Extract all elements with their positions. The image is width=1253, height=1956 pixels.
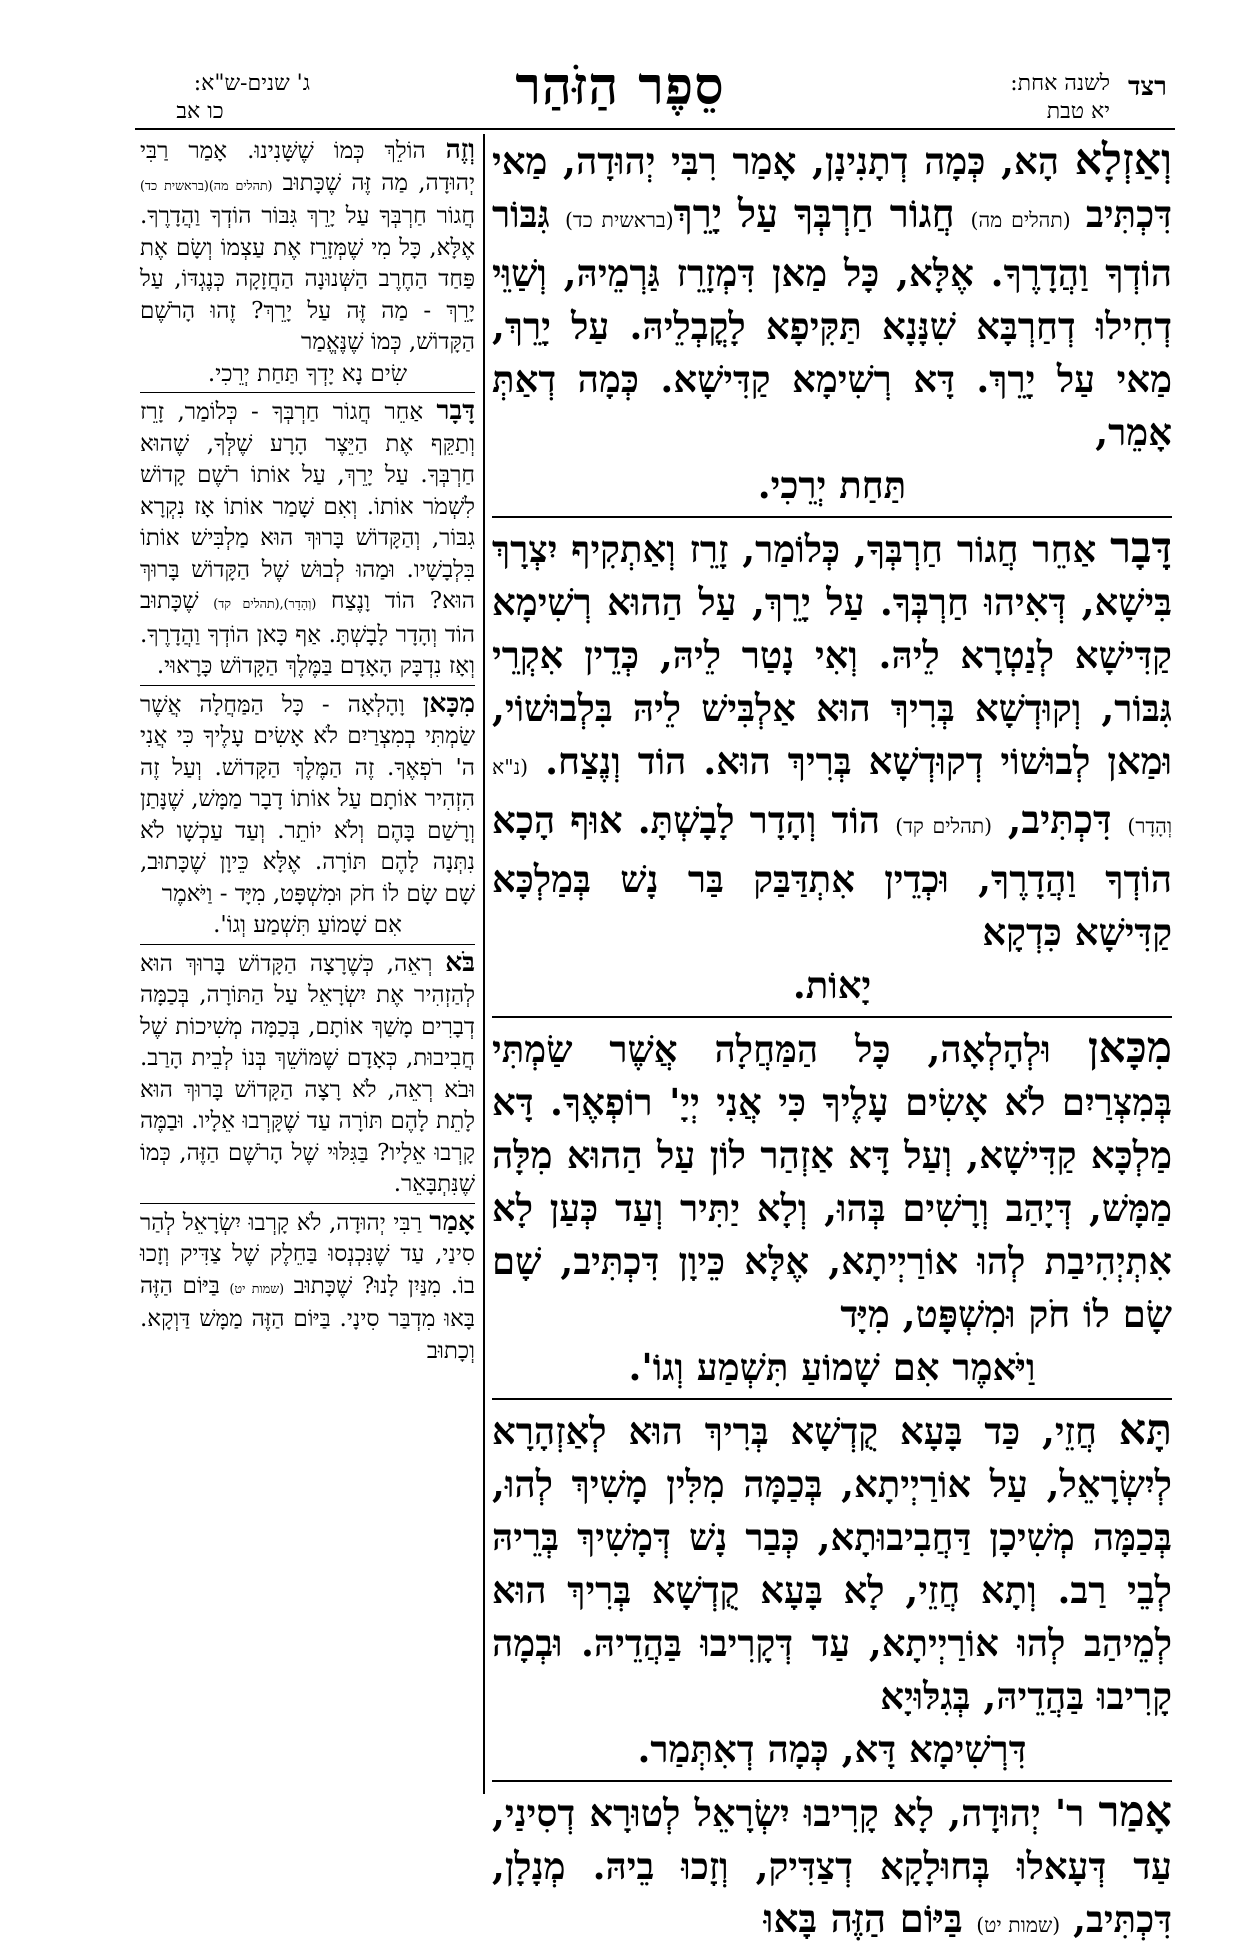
paragraph-text: הוֹד וְהָדָר לָבָשְׁתָּ. אַף כָּאן הוֹדְךָ וַהֲדָרֶךָ. וְאָז נִדְבָּק הָאָדָם בַּמֶּלֶךְ הַקָּדוֹשׁ כָּרָאוּי. bbox=[140, 621, 475, 679]
paragraph-text: רַבִּי יְהוּדָה, לֹא קָרְבוּ יִשְׂרָאֵל לְהַר סִינַי, עַד שֶׁנִּכְנְסוּ בַּחֵלֶק שֶׁל צַדִּיק וְזָכוּ בוֹ. מִנַּיִן לָנוּ? שֶׁכָּתוּב bbox=[140, 1209, 475, 1299]
source-citation: (בראשית כד) bbox=[140, 177, 209, 193]
paragraph-text: וָהָלְאָה - כָּל הַמַּחֲלָה אֲשֶׁר שַׂמְתִּי בְמִצְרַיִם לֹא אָשִׂים עָלֶיךָ כִּי אֲנִי ה' רֹפְאֶךָ. זֶה הַמֶּלֶךְ הַקָּדוֹשׁ. וְעַל זֶה הִזְהִיר אוֹתָם עַל אוֹתוֹ דָבָר מַמָּשׁ, שֶׁנָּתַן וְרָשַׁם בָּהֶם וְלֹא יוֹתֵר. וְעַד עַכְשָׁו לֹא נִתְּנָה לָהֶם תּוֹרָה. אֶלָּא כֵּיוָן שֶׁכָּתוּב, שָׁם שָׂם לוֹ חֹק וּמִשְׁפָּט, מִיָּד - וַיֹּאמֶר bbox=[140, 691, 475, 907]
book-title: סֵפֶר הַזֹּהַר bbox=[515, 56, 725, 117]
paragraph-text: רְאֵה, כְּשֶׁרָצָה הַקָּדוֹשׁ בָּרוּךְ הוּא לְהַזְהִיר אֶת יִשְׂרָאֵל עַל הַתּוֹרָה, בְּכַמָּה דְבָרִים מָשַׁךְ אוֹתָם, בְּכַמָּה מְשִׁיכוֹת שֶׁל חֲבִיבוּת, כְּאָדָם שֶׁמּוֹשֵׁךְ בְּנוֹ לְבֵית הָרַב. וּבֹא רְאֵה, לֹא רָצָה הַקָּדוֹשׁ בָּרוּךְ הוּא לָתֵת לָהֶם תּוֹרָה עַד שֶׁקָּרְבוּ אֵלָיו. וּבַמֶּה קָרְבוּ אֵלָיו? בַּגִּלּוּי שֶׁל הָרֹשֶׁם הַזֶּה, כְּמוֹ שֶׁנִּתְבָּאֵר. bbox=[140, 950, 475, 1197]
paragraph-text: בַּיּוֹם הַזֶּה בָּאוּ מִדְבַּר סִינָי. בַּיּוֹם הַזֶּה מַמָּשׁ דַּוְקָא. וְכָתוּב bbox=[140, 1272, 475, 1364]
paragraph-text: גִּבּוֹר הוֹדְךָ וַהֲדָרֶךָ. אֶלָּא, כָּל מַאן דִּמְזָרֵז גַּרְמֵיהּ, וְשַׁוֵּי דְחִילוּ דְחַרְבָּא שִׁנָּנָא תַּקִּיפָא לָקֳבְלֵיהּ. עַל יָרֵךְ, מַאי עַל יָרֵךְ. דָּא רְשִׁימָא קַדִּישָׁא. כְּמָה דְאַתְּ אָמֵר, bbox=[492, 192, 1172, 454]
paragraph-text: אַחֵר חֲגוֹר חַרְבְּךָ, כְּלוֹמַר, זָרֵז וְאַתְקִיף יִצְרָךְ בִּישָׁא, דְּאִיהוּ חַרְבְּךָ. עַל יָרֵךְ, עַל הַהוּא רְשִׁימָא קַדִּישָׁא לְנַטְרָא לֵיהּ. וְאִי נָטַר לֵיהּ, כְּדֵין אִקְרֵי גִּבּוֹר, וְקוּדְשָׁא בְּרִיךְ הוּא אַלְבִּישׁ לֵיהּ בִּלְבוּשׁוֹי, וּמַאן לְבוּשׁוֹי דְקוּדְשָׁא בְּרִיךְ הוּא. הוֹד וְנֶצַח. bbox=[492, 527, 1172, 783]
verse-quote: בַּיּוֹם הַזֶּה בָּאוּ bbox=[763, 1897, 977, 1942]
paragraph-closing-line: אִם שָׁמוֹעַ תִּשְׁמַע וְגוֹ'. bbox=[213, 912, 402, 938]
paragraph-text: ר' יְהוּדָה, לָא קָרִיבוּ יִשְׂרָאֵל לְטוּרָא דְסִינַי, עַד דְּעָאלוּ בְּחוּלָקָא דְצַדִּיק, וְזָכוּ בֵיהּ. מְנָלָן, דִּכְתִּיב, bbox=[492, 1791, 1172, 1941]
paragraph-text: הוֹד וְהָדָר לָבָשְׁתָּ. אוּף הָכָא הוֹדְךָ וַהֲדָרֶךָ, וּכְדֵין אִתְדַּבַּק בַּר נָשׁ בְּמַלְכָּא קַדִּישָׁא כִּדְקָא bbox=[492, 798, 1172, 954]
header-rule bbox=[135, 128, 1175, 130]
paragraph bbox=[140, 395, 475, 686]
paragraph-opening-word: מִכָּאן bbox=[422, 687, 475, 719]
paragraph-text: חֲזֵי, כַּד בָּעָא קֻדְשָׁא בְּרִיךְ הוּא לְאַזְהָרָא לְיִשְׂרָאֵל, עַל אוֹרַיְיתָא, בְּכַמָּה מִלִּין מָשִׁיךְ לְהוּ, בְּכַמָּה מְשִׁיכָן דַּחֲבִיבוּתָא, כְּבַר נָשׁ דְּמָשִׁיךְ בְּרֵיהּ לְבֵי רַב. וְתָא חֲזֵי, לָא בָּעָא קֻדְשָׁא בְּרִיךְ הוּא לְמֵיהַב לְהוּ אוֹרַיְיתָא, עַד דְּקָרִיבוּ בַּהֲדֵיהּ. וּבְמָה קָרִיבוּ בַּהֲדֵיהּ, בְּגִלּוּיָא bbox=[492, 1409, 1172, 1718]
paragraph bbox=[140, 688, 475, 945]
source-citation: (תהלים מה) bbox=[970, 208, 1071, 232]
paragraph-opening-word: בֹּא bbox=[445, 946, 475, 978]
paragraph bbox=[492, 522, 1172, 1018]
paragraph-opening-word: מִכָּאן bbox=[1087, 1023, 1172, 1073]
paragraph-closing-line: וַיֹּאמֶר אִם שָׁמוֹעַ תִּשְׁמַע וְגוֹ'. bbox=[628, 1345, 1036, 1389]
paragraph-opening-word: דָּבָר bbox=[1110, 523, 1172, 573]
paragraph bbox=[492, 1786, 1172, 1956]
paragraph-opening-word: וְזֶה bbox=[445, 134, 475, 165]
verse-quote: חֲגוֹר חַרְבְּךָ עַל יָרֵךְ bbox=[673, 192, 971, 237]
paragraph-closing-line: תַּחַת יְרֵכִי. bbox=[757, 463, 907, 507]
paragraph-opening-word: אָמַר bbox=[429, 1205, 475, 1237]
column-divider bbox=[483, 134, 485, 1794]
page-number: רצד bbox=[1128, 72, 1167, 102]
paragraph-opening-word: דָּבָר bbox=[436, 395, 475, 426]
paragraph-text: הוֹלֵךְ כְּמוֹ שֶׁשָּׁנִינוּ. אָמַר רַבִּי יְהוּדָה, מַה זֶּה שֶׁכָּתוּב bbox=[140, 138, 475, 196]
paragraph bbox=[140, 1206, 475, 1370]
paragraph-text: חֲגוֹר חַרְבְּךָ עַל יָרֵךְ גִּבּוֹר הוֹדְךָ וַהֲדָרֶךָ. אֶלָּא, כָּל מִי שֶׁמְּזָרֵז אֶת עַצְמוֹ וְשָׂם אֶת פַּחַד הַחֶרֶב הַשְּׁנוּנָה הַחֲזָקָה כְּנֶגְדּוֹ, עַל יָרֵךְ - מַה זֶּה עַל יָרֵךְ? זֶהוּ הָרֹשֶׁם הַקָּדוֹשׁ, כְּמוֹ שֶׁנֶּאֱמַר bbox=[140, 203, 475, 355]
source-citation: (בראשית כד) bbox=[565, 208, 674, 232]
paragraph bbox=[492, 134, 1172, 518]
paragraph-closing-line: שִׂים נָא יָדְךָ תַּחַת יְרֵכִי. bbox=[207, 360, 408, 387]
source-citation: (שמות יט) bbox=[229, 1280, 285, 1296]
alt-schedule-date: כו אב bbox=[176, 99, 224, 124]
paragraph-text: שֶׁכָּתוּב bbox=[140, 588, 214, 614]
paragraph-text: אַחֵר חֲגוֹר חַרְבְּךָ - כְּלוֹמַר, זָרֵז וְתַקֵּף אֶת הַיֵּצֶר הָרָע שֶׁלְּךָ, שֶׁהוּא חַרְבְּךָ. עַל יָרֵךְ, עַל אוֹתוֹ רֹשֶׁם קָדוֹשׁ לִשְׁמֹר אוֹתוֹ. וְאִם שָׁמַר אוֹתוֹ אָז נִקְרָא גִבּוֹר, וְהַקָּדוֹשׁ בָּרוּךְ הוּא מַלְבִּישׁ אוֹתוֹ בִּלְבָשָׁיו. וּמַהוּ לְבוּשׁ שֶׁל הַקָּדוֹשׁ בָּרוּךְ הוּא? הוֹד וָנֶצַח bbox=[140, 399, 475, 614]
study-schedule-label: לשנה אחת: bbox=[1010, 71, 1110, 96]
paragraph-text: וּלְהָלְאָה, כָּל הַמַּחֲלָה אֲשֶׁר שַׂמְתִּי בְּמִצְרַיִם לֹא אָשִׂים עָלֶיךָ כִּי אֲנִי יְיָ' רוֹפְאֶךָ. דָּא מַלְכָּא קַדִּישָׁא, וְעַל דָּא אַזְהַר לוֹן עַל הַהוּא מִלָּה מַמָּשׁ, דְּיָהַב וְרָשִׁים בְּהוּ, וְלָא יַתִּיר וְעַד כְּעַן לָא אִתְיְהִיבַת לְהוּ אוֹרַיְיתָא, אֶלָּא כֵּיוָן דִּכְתִּיב, שָׁם שָׂם לוֹ חֹק וּמִשְׁפָּט, מִיָּד bbox=[492, 1027, 1172, 1336]
verse-quote: דִּכְתִּיב, bbox=[992, 798, 1128, 843]
paragraph bbox=[492, 1404, 1172, 1782]
paragraph-text: הָא, כְּמָה דְתָנִינָן, אָמַר רִבִּי יְהוּדָה, מַאי דִּכְתִּיב bbox=[492, 139, 1173, 236]
paragraph bbox=[140, 947, 475, 1204]
paragraph-closing-line: יָאוֹת. bbox=[792, 963, 872, 1007]
aramaic-column bbox=[492, 134, 1173, 1942]
paragraph-opening-word: אָמַר bbox=[1098, 1787, 1172, 1837]
source-citation: (נ"א וְהָדָר) bbox=[492, 755, 1173, 838]
page-header bbox=[0, 0, 1253, 124]
paragraph-closing-line: דִּרְשִׁימָא דָּא, כְּמָה דְאִתְּמַר. bbox=[637, 1727, 1027, 1771]
source-citation: (וְהָדָר), bbox=[279, 596, 317, 611]
source-citation: (תהלים מה) bbox=[208, 177, 273, 193]
alt-schedule-label: ג' שנים-ש"א: bbox=[193, 71, 310, 96]
paragraph bbox=[140, 134, 475, 393]
source-citation: (שמות יט) bbox=[976, 1913, 1061, 1937]
study-schedule-date: יא טבת bbox=[1046, 99, 1110, 124]
hebrew-translation-column bbox=[140, 134, 475, 1794]
paragraph bbox=[492, 1022, 1172, 1400]
source-citation: (תהלים קד) bbox=[213, 596, 280, 611]
paragraph-opening-word: וְאַזְלָא bbox=[1074, 135, 1172, 185]
source-citation: (תהלים קד) bbox=[895, 814, 993, 838]
paragraph-opening-word: תָּא bbox=[1118, 1405, 1172, 1455]
